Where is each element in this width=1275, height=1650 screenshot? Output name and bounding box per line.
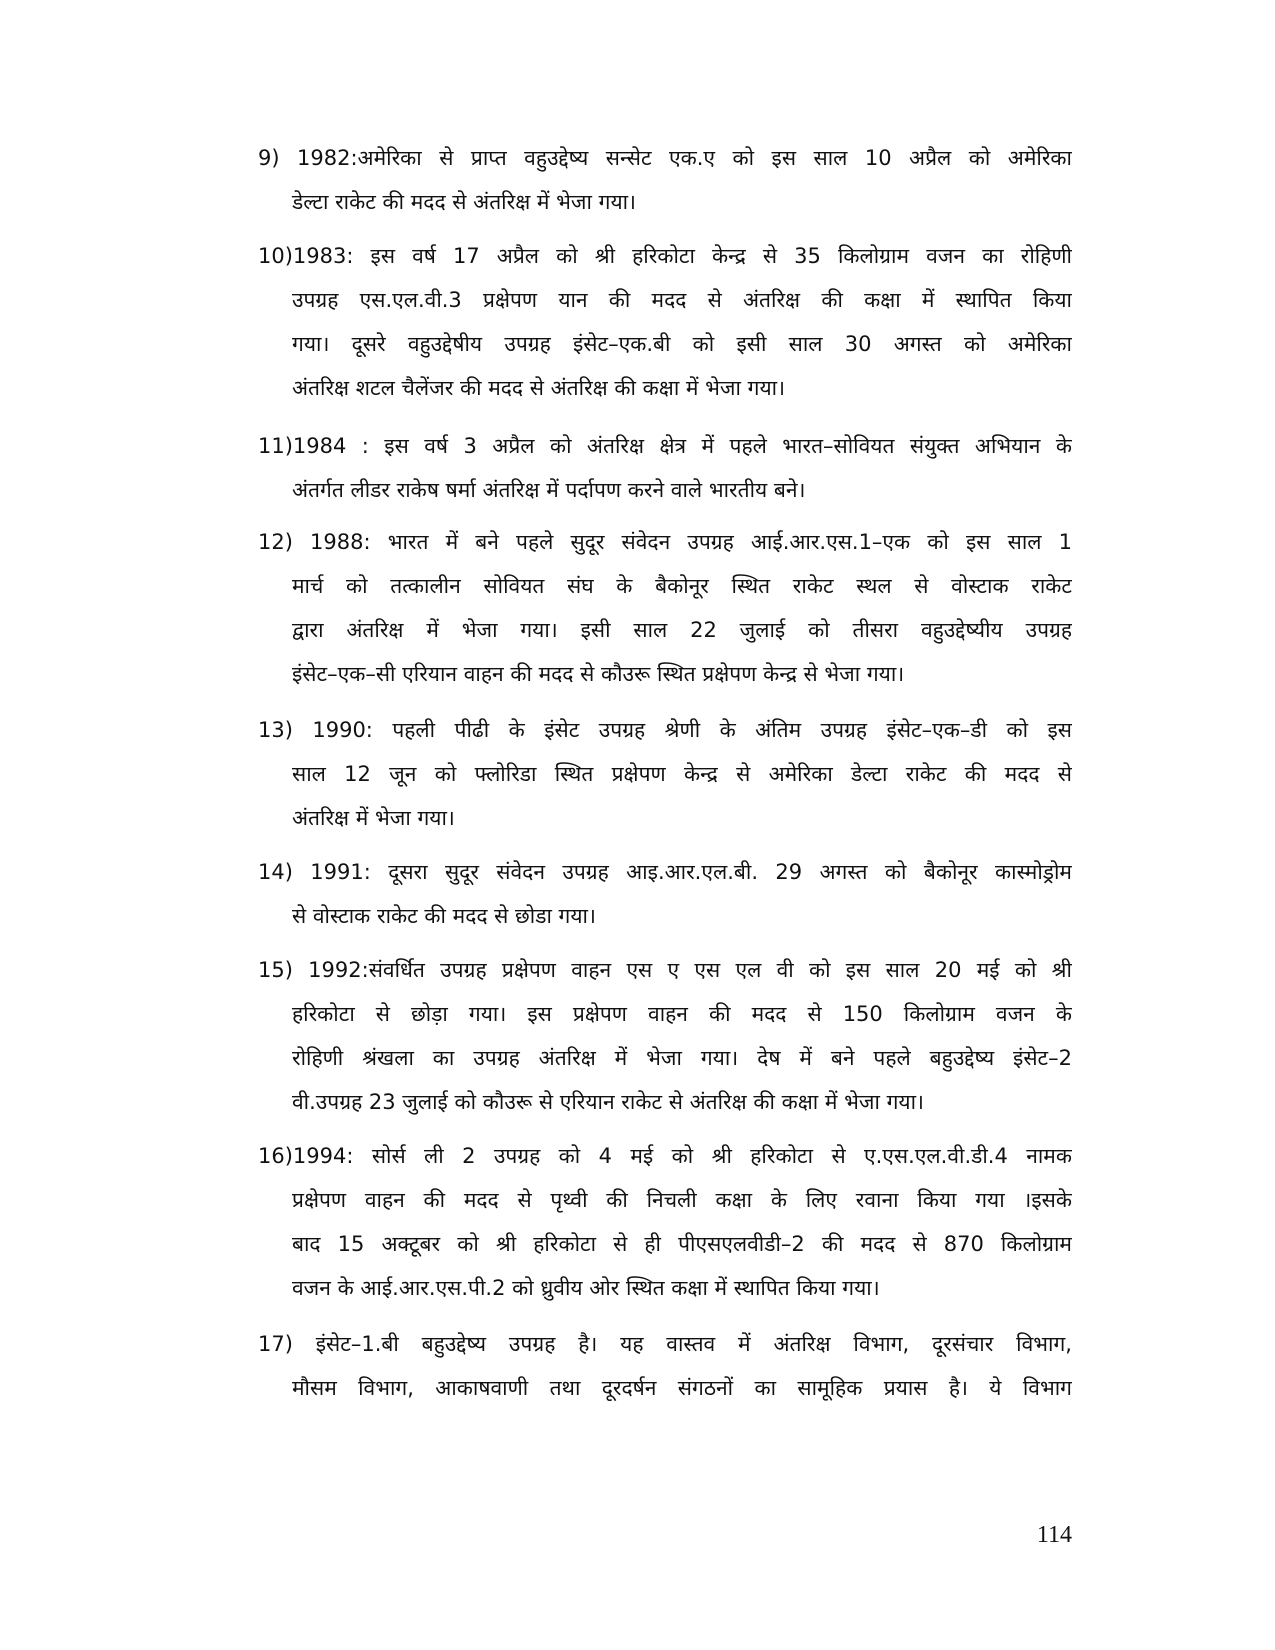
entry-line: 9) 1982:अमेरिका से प्राप्त वहुउद्देष्य सन्सेट एक.ए को इस साल 10 अप्रैल को अमेरिका — [258, 146, 1072, 170]
entry-line: उपग्रह एस.एल.वी.3 प्रक्षेपण यान की मदद से अंतरिक्ष की कक्षा में स्थापित किया — [292, 288, 1072, 312]
entry-line: 11)1984 : इस वर्ष 3 अप्रैल को अंतरिक्ष क्षेत्र में पहले भारत–सोवियत संयुक्त अभियान के — [258, 434, 1072, 458]
entry-1990 — [258, 708, 1072, 840]
entry-line: 17) इंसेट–1.बी बहुउद्देष्य उपग्रह है। यह वास्तव में अंतरिक्ष विभाग, दूरसंचार विभाग, — [258, 1332, 1072, 1356]
entry-line: रोहिणी श्रंखला का उपग्रह अंतरिक्ष में भेजा गया। देष में बने पहले बहुउद्देष्य इंसेट–2 — [292, 1046, 1072, 1070]
entry-line: अंतर्गत लीडर राकेष षर्मा अंतरिक्ष में पर्दापण करने वाले भारतीय बने। — [292, 478, 806, 502]
entry-line: 13) 1990: पहली पीढी के इंसेट उपग्रह श्रेणी के अंतिम उपग्रह इंसेट–एक–डी को इस — [258, 718, 1072, 742]
entry-line: गया। दूसरे वहुउद्देषीय उपग्रह इंसेट–एक.बी को इसी साल 30 अगस्त को अमेरिका — [292, 332, 1072, 356]
entry-line: हरिकोटा से छोड़ा गया। इस प्रक्षेपण वाहन की मदद से 150 किलोग्राम वजन के — [292, 1002, 1072, 1026]
entry-1982 — [258, 136, 1072, 224]
entry-line: वजन के आई.आर.एस.पी.2 को ध्रुवीय ओर स्थित कक्षा में स्थापित किया गया। — [292, 1276, 880, 1300]
entry-1994 — [258, 1134, 1072, 1310]
entry-line: वी.उपग्रह 23 जुलाई को कौउरू से एरियान राकेट से अंतरिक्ष की कक्षा में भेजा गया। — [292, 1090, 925, 1114]
entry-line: 16)1994: सोर्स ली 2 उपग्रह को 4 मई को श्री हरिकोटा से ए.एस.एल.वी.डी.4 नामक — [258, 1144, 1072, 1168]
page-number: 114 — [1036, 1522, 1072, 1548]
entry-line: मौसम विभाग, आकाषवाणी तथा दूरदर्षन संगठनों का सामूहिक प्रयास है। ये विभाग — [292, 1376, 1072, 1400]
entry-line: अंतरिक्ष शटल चैलेंजर की मदद से अंतरिक्ष की कक्षा में भेजा गया। — [292, 376, 786, 400]
entry-line: 12) 1988: भारत में बने पहले सुदूर संवेदन उपग्रह आई.आर.एस.1–एक को इस साल 1 — [258, 530, 1072, 554]
entry-line: मार्च को तत्कालीन सोवियत संघ के बैकोनूर स्थित राकेट स्थल से वोस्टाक राकेट — [292, 574, 1072, 598]
entry-1991 — [258, 850, 1072, 938]
entry-line: 14) 1991: दूसरा सुदूर संवेदन उपग्रह आइ.आर.एल.बी. 29 अगस्त को बैकोनूर कास्मोड्रोम — [258, 860, 1072, 884]
entry-1984 — [258, 424, 1072, 512]
entry-1988 — [258, 520, 1072, 696]
entry-line: प्रक्षेपण वाहन की मदद से पृथ्वी की निचली कक्षा के लिए रवाना किया गया ।इसके — [292, 1188, 1072, 1212]
entry-line: साल 12 जून को फ्लोरिडा स्थित प्रक्षेपण केन्द्र से अमेरिका डेल्टा राकेट की मदद से — [292, 762, 1072, 786]
entry-line: से वोस्टाक राकेट की मदद से छोडा गया। — [292, 904, 596, 928]
entry-line: बाद 15 अक्टूबर को श्री हरिकोटा से ही पीएसएलवीडी–2 की मदद से 870 किलोग्राम — [292, 1232, 1072, 1256]
entry-line: अंतरिक्ष में भेजा गया। — [292, 806, 455, 830]
entry-line: द्वारा अंतरिक्ष में भेजा गया। इसी साल 22 जुलाई को तीसरा वहुउद्देष्यीय उपग्रह — [292, 618, 1072, 642]
entry-line: 15) 1992:संवर्धित उपग्रह प्रक्षेपण वाहन एस ए एस एल वी को इस साल 20 मई को श्री — [258, 958, 1072, 982]
entry-line: डेल्टा राकेट की मदद से अंतरिक्ष में भेजा गया। — [292, 190, 637, 214]
entry-line: इंसेट–एक–सी एरियान वाहन की मदद से कौउरू स्थित प्रक्षेपण केन्द्र से भेजा गया। — [292, 662, 905, 686]
entry-insat-1b — [258, 1322, 1072, 1410]
entry-line: 10)1983: इस वर्ष 17 अप्रैल को श्री हरिकोटा केन्द्र से 35 किलोग्राम वजन का रोहिणी — [258, 244, 1072, 268]
entry-1983 — [258, 234, 1072, 410]
entry-1992 — [258, 948, 1072, 1124]
